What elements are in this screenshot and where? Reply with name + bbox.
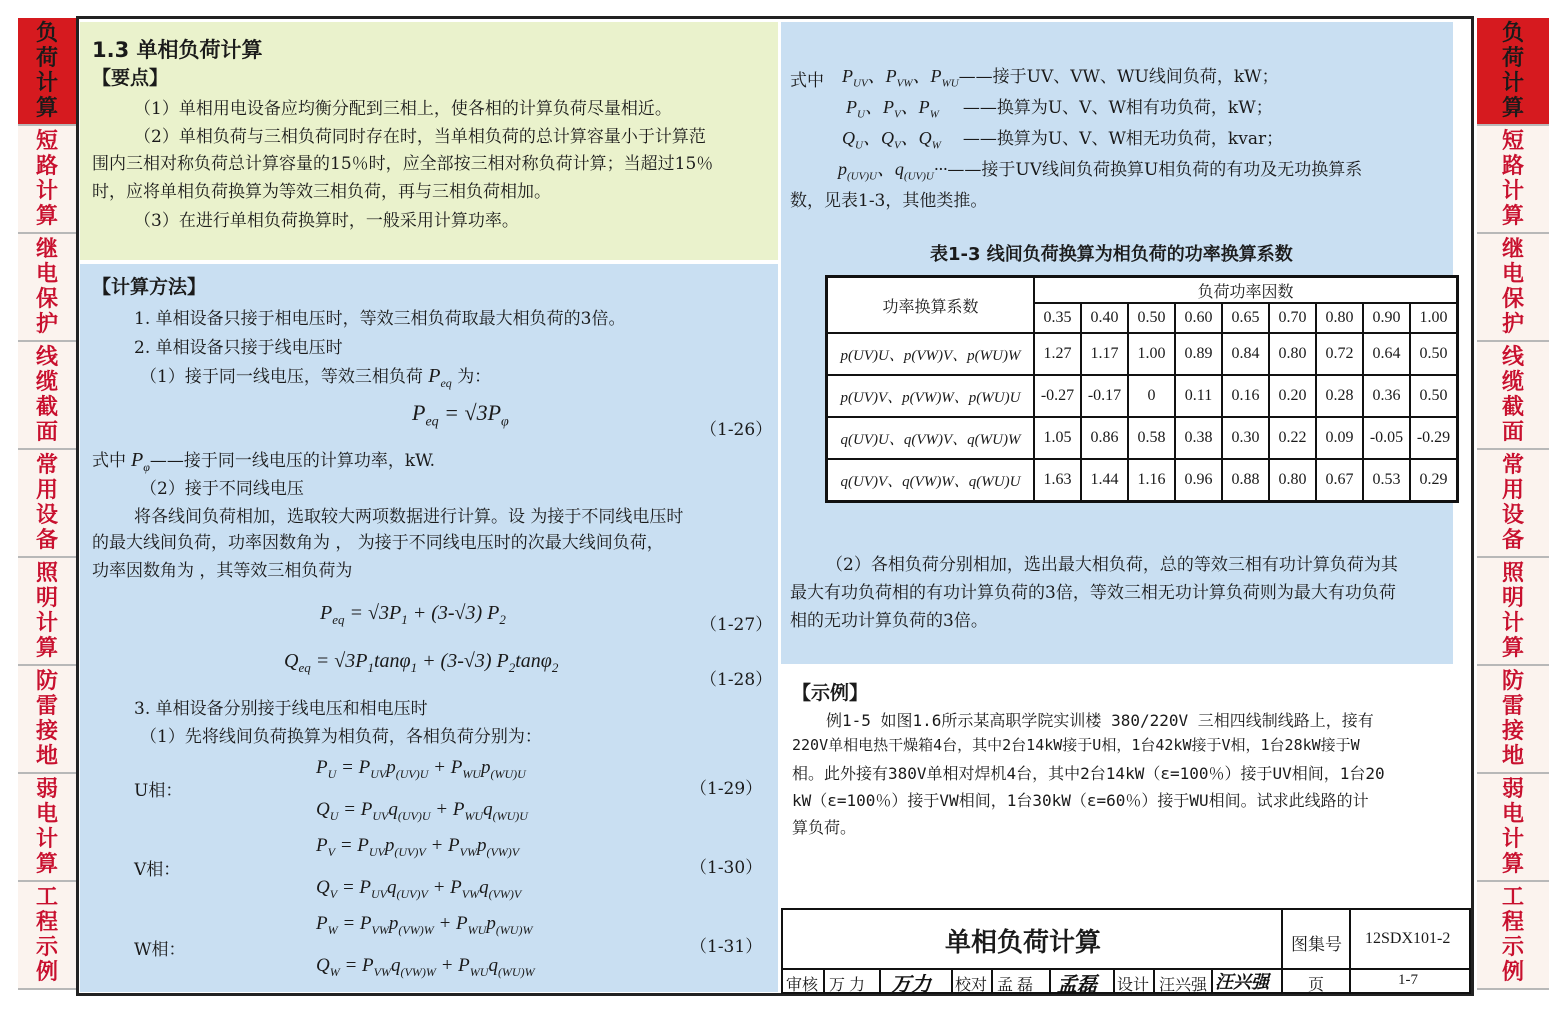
coefficient-row-label: q(UV)V、q(VW)W、q(WU)U <box>827 459 1035 502</box>
right-tab-3[interactable] <box>1477 342 1549 450</box>
coefficient-cell: 0.50 <box>1410 333 1458 375</box>
method-line-1: 1. 单相设备只接于相电压时，等效三相负荷取最大相负荷的3倍。 <box>134 309 626 329</box>
right-tab-label: 常用设备 <box>1501 452 1524 553</box>
right-tab-4[interactable] <box>1477 450 1549 558</box>
section-title: 1.3 单相负荷计算 <box>92 38 263 62</box>
left-tab-label: 继电保护 <box>35 236 58 337</box>
method-line-5: （2）接于不同线电压 <box>140 479 304 499</box>
para2-line-3: 相的无功计算负荷的3倍。 <box>790 611 988 631</box>
coefficient-cell: 1.27 <box>1034 333 1081 375</box>
method-line-7: 的最大线间负荷，功率因数角为 ， 为接于不同线电压时的次最大线间负荷， <box>92 533 664 553</box>
left-tab-4[interactable] <box>18 450 76 558</box>
left-chapter-tabs <box>18 18 76 990</box>
atlas-number-label: 图集号 <box>1291 935 1342 954</box>
coefficient-cell: 0.11 <box>1175 375 1222 417</box>
coefficient-cell: 0.28 <box>1316 375 1363 417</box>
coefficient-cell: 0.80 <box>1269 333 1316 375</box>
coefficient-cell: 1.63 <box>1034 459 1081 502</box>
table-row <box>827 333 1458 375</box>
coefficient-cell: 1.17 <box>1081 333 1128 375</box>
method-line-10: （1）先将线间负荷换算为相负荷，各相负荷分别为： <box>140 727 542 747</box>
key-points-heading: 【要点】 <box>92 67 169 89</box>
method-line-4: 式中 $P_\varphi——$接于同一线电压的计算功率，kW. <box>92 449 436 474</box>
example-line-3: 相。此外接有380V单相对焊机4台，其中2台14kW（ε=100％）接于UV相间，1台20 <box>792 764 1385 783</box>
right-tab-label: 负荷计算 <box>1501 20 1524 121</box>
example-line-1: 例1-5 如图1.6所示某高职学院实训楼 380/220V 三相四线制线路上，接有 <box>826 711 1374 730</box>
right-tab-label: 工程示例 <box>1501 884 1524 985</box>
coefficient-cell: 0.38 <box>1175 417 1222 459</box>
check-name: 孟 磊 <box>997 977 1034 994</box>
coefficient-cell: 0.53 <box>1363 459 1410 502</box>
right-tab-label: 短路计算 <box>1501 128 1524 229</box>
coefficient-row-label: p(UV)V、p(VW)W、p(WU)U <box>827 375 1035 417</box>
right-tab-0[interactable] <box>1477 18 1549 126</box>
key-point-1: （1）单相用电设备应均衡分配到三相上，使各相的计算负荷尽量相近。 <box>134 99 672 119</box>
equation-1-28: $Q_{eq} = √3P_1\tan\varphi_1 + (3-√3)$ $P_2\tan\varphi_2$ <box>284 650 559 675</box>
example-line-2: 220V单相电热干燥箱4台，其中2台14kW接于U相，1台42kW接于V相，1台28kW接于W <box>792 736 1360 754</box>
design-signature: 汪兴强 <box>1215 972 1269 993</box>
equation-1-27-label: （1-27） <box>700 615 773 635</box>
para2-line-1: （2）各相负荷分别相加，选出最大相负荷，总的等效三相有功计算负荷为其 <box>826 555 1398 575</box>
right-tab-6[interactable] <box>1477 666 1549 774</box>
coefficient-cell: 0.80 <box>1269 459 1316 502</box>
left-tab-label: 线缆截面 <box>35 344 58 445</box>
check-label: 校对 <box>955 977 988 994</box>
left-tab-6[interactable] <box>18 666 76 774</box>
table-row <box>827 459 1458 502</box>
left-tab-5[interactable] <box>18 558 76 666</box>
coefficient-cell: 0.30 <box>1222 417 1269 459</box>
coefficient-cell: 1.05 <box>1034 417 1081 459</box>
coefficient-cell: -0.05 <box>1363 417 1410 459</box>
key-point-2a: （2）单相负荷与三相负荷同时存在时，当单相负荷的总计算容量小于计算范 <box>134 127 706 147</box>
method-line-3: （1）接于同一线电压，等效三相负荷 $P_{eq}$ 为： <box>140 365 492 390</box>
method-line-9: 3. 单相设备分别接于线电压和相电压时 <box>134 699 428 719</box>
review-signature: 万力 <box>891 972 931 996</box>
power-factor-header: 0.35 <box>1034 303 1081 333</box>
right-tab-label: 线缆截面 <box>1501 344 1524 445</box>
power-factor-header: 0.70 <box>1269 303 1316 333</box>
coefficient-cell: 0.58 <box>1128 417 1175 459</box>
left-tab-label: 负荷计算 <box>35 20 58 121</box>
power-factor-header: 0.50 <box>1128 303 1175 333</box>
coefficient-cell: 1.00 <box>1128 333 1175 375</box>
power-factor-header: 0.90 <box>1363 303 1410 333</box>
phase-u-label: U相： <box>134 781 183 801</box>
right-tab-7[interactable] <box>1477 774 1549 882</box>
review-label: 审核 <box>786 977 819 994</box>
coefficient-cell: 0.16 <box>1222 375 1269 417</box>
left-tab-label: 弱电计算 <box>35 776 58 877</box>
where-line-5: 数，见表1-3，其他类推。 <box>790 191 988 211</box>
equation-1-29: $P_U = P_{UV}p_{(UV)U} + P_{WU}p_{(WU)U}$ $Q_U = P_{UV}q_{(UV)U} + P_{WU}q_{(WU)U}$ <box>316 757 528 823</box>
coefficient-row-label: q(UV)U、q(VW)V、q(WU)W <box>827 417 1035 459</box>
power-factor-header: 0.65 <box>1222 303 1269 333</box>
equation-1-27: $P_{eq} = √3P_1 + (3-√3)$ $P_2$ <box>320 602 506 627</box>
coefficient-cell: 0.50 <box>1410 375 1458 417</box>
key-point-3: （3）在进行单相负荷换算时，一般采用计算功率。 <box>134 211 519 231</box>
coefficient-cell: -0.29 <box>1410 417 1458 459</box>
right-tab-label: 弱电计算 <box>1501 776 1524 877</box>
coefficient-cell: 0.22 <box>1269 417 1316 459</box>
left-tab-8[interactable] <box>18 882 76 990</box>
table-row <box>827 375 1458 417</box>
para2-line-2: 最大有功负荷相的有功计算负荷的3倍，等效三相无功计算负荷则为最大有功负荷 <box>790 583 1396 603</box>
design-label: 设计 <box>1117 977 1150 994</box>
where-prefix: 式中 <box>790 71 824 91</box>
where-line-1: $P_{UV}$、$P_{VW}$、$P_{WU}——$接于UV、VW、WU线间负荷，kW； <box>842 66 1279 90</box>
left-tab-label: 防雷接地 <box>35 668 58 769</box>
coefficient-cell: -0.17 <box>1081 375 1128 417</box>
power-factor-header: 0.40 <box>1081 303 1128 333</box>
phase-v-label: V相： <box>134 860 181 880</box>
method-line-6: 将各线间负荷相加，选取较大两项数据进行计算。设 为接于不同线电压时 <box>134 507 684 527</box>
table-corner-header: 功率换算系数 <box>827 277 1035 334</box>
method-line-8: 功率因数角为 ，其等效三相负荷为 <box>92 561 353 581</box>
conversion-coefficient-table <box>825 275 1459 503</box>
equation-1-31-label: （1-31） <box>690 937 763 957</box>
equation-1-26-label: （1-26） <box>700 420 773 440</box>
left-tab-3[interactable] <box>18 342 76 450</box>
method-line-2: 2. 单相设备只接于线电压时 <box>134 338 343 358</box>
coefficient-cell: 0.89 <box>1175 333 1222 375</box>
drawing-title: 单相负荷计算 <box>945 928 1102 958</box>
atlas-number: 12SDX101-2 <box>1365 930 1451 947</box>
coefficient-cell: 0.29 <box>1410 459 1458 502</box>
coefficient-cell: -0.27 <box>1034 375 1081 417</box>
right-tab-8[interactable] <box>1477 882 1549 990</box>
right-tab-label: 照明计算 <box>1501 560 1524 661</box>
coefficient-cell: 0.36 <box>1363 375 1410 417</box>
drawing-title-block <box>781 908 1471 994</box>
left-tab-label: 常用设备 <box>35 452 58 553</box>
check-signature: 孟磊 <box>1057 972 1097 996</box>
coefficient-cell: 0.96 <box>1175 459 1222 502</box>
left-tab-0[interactable] <box>18 18 76 126</box>
coefficient-cell: 0 <box>1128 375 1175 417</box>
coefficient-cell: 0.67 <box>1316 459 1363 502</box>
right-tab-label: 继电保护 <box>1501 236 1524 337</box>
coefficient-cell: 0.72 <box>1316 333 1363 375</box>
where-line-2: $P_U$、$P_V$、$P_W$ ——换算为U、V、W相有功负荷，kW； <box>846 97 1273 121</box>
coefficient-cell: 0.64 <box>1363 333 1410 375</box>
table-group-header: 负荷功率因数 <box>1034 277 1458 304</box>
right-tab-2[interactable] <box>1477 234 1549 342</box>
key-point-2b: 围内三相对称负荷总计算容量的15％时，应全部按三相对称负荷计算；当超过15％ <box>92 154 714 174</box>
left-tab-2[interactable] <box>18 234 76 342</box>
left-tab-label: 照明计算 <box>35 560 58 661</box>
phase-w-label: W相： <box>134 940 186 960</box>
right-tab-5[interactable] <box>1477 558 1549 666</box>
left-tab-label: 短路计算 <box>35 128 58 229</box>
coefficient-cell: 0.20 <box>1269 375 1316 417</box>
equation-1-31: $P_W = P_{VW}p_{(VW)W} + P_{WU}p_{(WU)W}$ $Q_W = P_{VW}q_{(VW)W} + P_{WU}q_{(WU)W}$ <box>316 913 535 979</box>
right-tab-label: 防雷接地 <box>1501 668 1524 769</box>
left-tab-label: 工程示例 <box>35 884 58 985</box>
where-line-4: $p_{(UV)U}$、$q_{(UV)U}\cdot\cdot\cdot——$接于UV线间负荷换算U相负荷的有功及无功换算系 <box>838 159 1363 183</box>
key-point-2c: 时，应将单相负荷换算为等效三相负荷，再与三相负荷相加。 <box>92 182 551 202</box>
coefficient-cell: 1.16 <box>1128 459 1175 502</box>
coefficient-cell: 0.09 <box>1316 417 1363 459</box>
power-factor-header: 0.60 <box>1175 303 1222 333</box>
review-name: 万 力 <box>829 977 866 994</box>
method-heading: 【计算方法】 <box>92 276 207 298</box>
example-line-4: kW（ε=100％）接于VW相间，1台30kW（ε=60％）接于WU相间。试求此线路的计 <box>792 791 1369 810</box>
power-factor-header: 0.80 <box>1316 303 1363 333</box>
equation-1-30-label: （1-30） <box>690 858 763 878</box>
coefficient-cell: 0.88 <box>1222 459 1269 502</box>
coefficient-cell: 1.44 <box>1081 459 1128 502</box>
equation-1-26: $P_{eq} = √3P_\varphi$ <box>412 400 509 430</box>
example-line-5: 算负荷。 <box>792 818 857 837</box>
right-chapter-tabs <box>1477 18 1549 990</box>
table-row <box>827 417 1458 459</box>
page-label: 页 <box>1308 977 1325 994</box>
left-tab-7[interactable] <box>18 774 76 882</box>
table-title: 表1-3 线间负荷换算为相负荷的功率换算系数 <box>930 244 1293 265</box>
coefficient-row-label: p(UV)U、p(VW)V、p(WU)W <box>827 333 1035 375</box>
example-heading: 【示例】 <box>792 682 869 704</box>
where-line-3: $Q_U$、$Q_V$、$Q_W$ ——换算为U、V、W相无功负荷，kvar； <box>842 128 1284 152</box>
coefficient-cell: 0.86 <box>1081 417 1128 459</box>
power-factor-header: 1.00 <box>1410 303 1458 333</box>
equation-1-30: $P_V = P_{UV}p_{(UV)V} + P_{VW}p_{(VW)V}$ $Q_V = P_{UV}q_{(UV)V} + P_{VW}q_{(VW)V}$ <box>316 835 522 901</box>
right-tab-1[interactable] <box>1477 126 1549 234</box>
page-number: 1-7 <box>1398 972 1418 988</box>
design-name: 汪兴强 <box>1159 977 1208 994</box>
equation-1-28-label: （1-28） <box>700 670 773 690</box>
coefficient-cell: 0.84 <box>1222 333 1269 375</box>
left-tab-1[interactable] <box>18 126 76 234</box>
equation-1-29-label: （1-29） <box>690 779 763 799</box>
